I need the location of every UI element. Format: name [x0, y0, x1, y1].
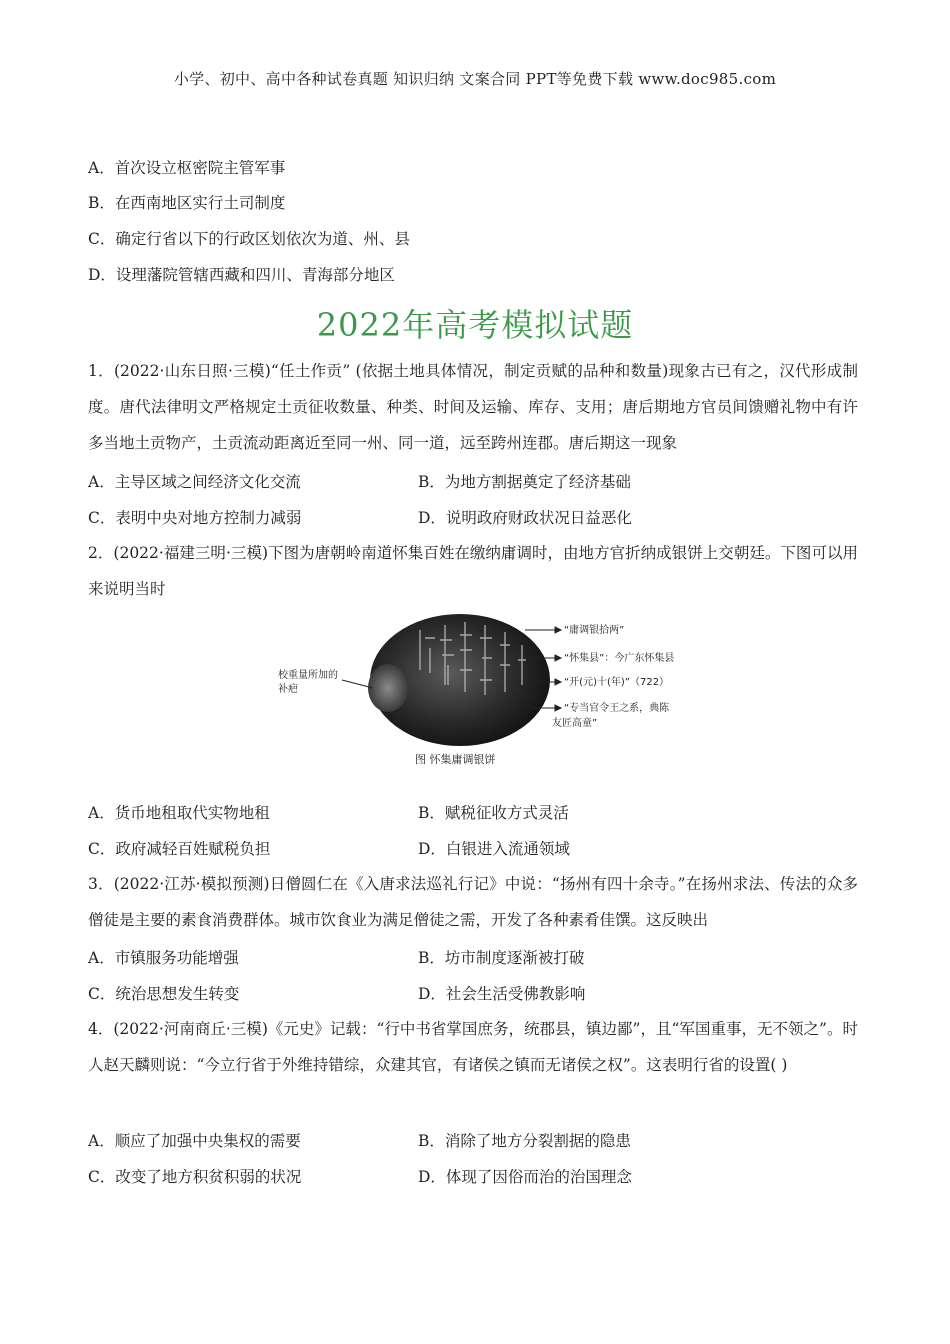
question-1-option-d: D．说明政府财政状况日益恶化	[418, 509, 632, 527]
question-4-option-d: D．体现了因俗而治的治国理念	[418, 1168, 632, 1186]
question-4-option-c: C．改变了地方积贫积弱的状况	[88, 1168, 302, 1186]
silver-cake-svg	[270, 610, 690, 770]
question-3-option-a: A．市镇服务功能增强	[88, 949, 239, 967]
question-1-stem: 1．(2022·山东日照·三模)“任土作贡” (依据土地具体情况，制定贡赋的品种和数量)现象古已有之，汉代形成制度。唐代法律明文严格规定土贡征收数量、种类、时间及运输、库存、支用；唐后期地方官员间馈赠礼物中有许多当地土贡物产，土贡流动距离近至同一州、同一道，远至跨州连郡。唐后期这一现象	[88, 362, 858, 452]
prev-option-a: A．首次设立枢密院主管军事	[88, 159, 286, 177]
question-3-option-c: C．统治思想发生转变	[88, 985, 240, 1003]
prev-option-b: B．在西南地区实行土司制度	[88, 194, 286, 212]
label-official-1: “专当官令王之系，典陈	[564, 703, 670, 714]
question-4-option-a: A．顺应了加强中央集权的需要	[88, 1132, 301, 1150]
section-title: 2022年高考模拟试题	[316, 306, 634, 344]
label-yongdiao: “庸调银拾两”	[564, 625, 625, 636]
label-huaiji: “怀集县”：今广东怀集县	[564, 653, 675, 664]
page-header: 小学、初中、高中各种试卷真题 知识归纳 文案合同 PPT等免费下载 www.doc985.com	[173, 70, 777, 88]
silver-cake-figure	[270, 610, 690, 770]
figure-caption: 图 怀集庸调银饼	[415, 753, 496, 766]
label-patch-1: 校重量所加的	[278, 670, 338, 681]
question-4-stem: 4．(2022·河南商丘·三模)《元史》记载：“行中书省掌国庶务，统郡县，镇边鄙”，且“军国重事，无不领之”。时人赵天麟则说：“今立行省于外维持错综，众建其官，有诸侯之镇而无诸侯之权”。这表明行省的设置( )	[88, 1020, 858, 1074]
prev-option-c: C．确定行省以下的行政区划依次为道、州、县	[88, 230, 410, 248]
question-2-option-c: C．政府减轻百姓赋税负担	[88, 840, 271, 858]
question-1-option-b: B．为地方割据奠定了经济基础	[418, 473, 631, 491]
label-official-2: 友匠高童”	[552, 718, 598, 729]
question-2-option-b: B．赋税征收方式灵活	[418, 804, 569, 822]
question-2-option-a: A．货币地租取代实物地租	[88, 804, 270, 822]
label-patch-2: 补疤	[278, 684, 298, 695]
label-kaiyuan: “开(元)十(年)”（722）	[564, 677, 670, 688]
question-1-option-c: C．表明中央对地方控制力减弱	[88, 509, 302, 527]
question-3-option-d: D．社会生活受佛教影响	[418, 985, 586, 1003]
question-4-option-b: B．消除了地方分裂割据的隐患	[418, 1132, 631, 1150]
question-1-option-a: A．主导区域之间经济文化交流	[88, 473, 301, 491]
question-2-option-d: D．白银进入流通领域	[418, 840, 570, 858]
patch	[368, 664, 408, 712]
question-3-stem: 3．(2022·江苏·模拟预测)日僧圆仁在《入唐求法巡礼行记》中说：“扬州有四十余寺。”在扬州求法、传法的众多僧徒是主要的素食消费群体。城市饮食业为满足僧徒之需，开发了各种素肴佳馔。这反映出	[88, 875, 858, 929]
prev-option-d: D．设理藩院管辖西藏和四川、青海部分地区	[88, 266, 395, 284]
question-2-stem: 2．(2022·福建三明·三模)下图为唐朝岭南道怀集百姓在缴纳庸调时，由地方官折纳成银饼上交朝廷。下图可以用来说明当时	[88, 544, 858, 598]
question-3-option-b: B．坊市制度逐渐被打破	[418, 949, 585, 967]
